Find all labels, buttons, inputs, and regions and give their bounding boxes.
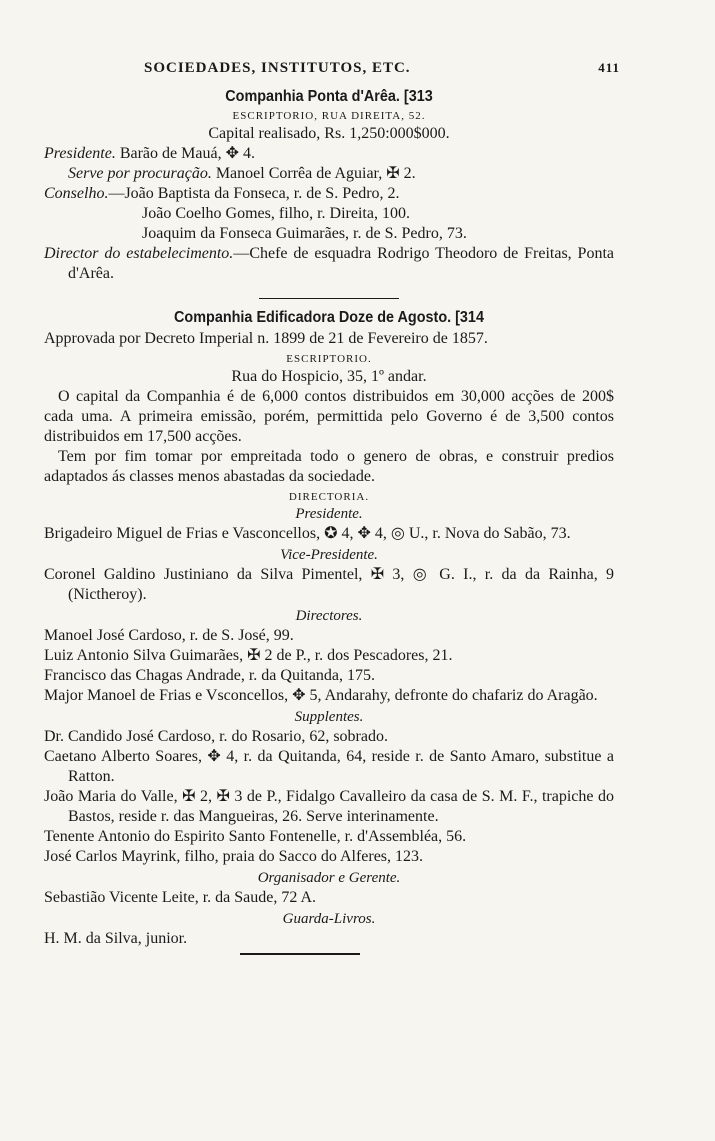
- entry-314-vice-label: Vice-Presidente.: [280, 547, 378, 563]
- entry-314-office-address: Rua do Hospicio, 35, 1º andar.: [231, 368, 427, 385]
- entry-314-director-item: Manoel José Cardoso, r. de S. José, 99.: [44, 627, 294, 644]
- entry-314-supplente-item: José Carlos Mayrink, filho, praia do Sacco do Alferes, 123.: [44, 848, 424, 865]
- entry-314-vice: Coronel Galdino Justiniano da Silva Pimentel, ✠ 3, ◎ G. I., r. da da Rainha, 9 (Nictheroy).: [44, 566, 614, 603]
- entry-313-proxy-label: Serve por procuração.: [68, 165, 212, 182]
- entry-313-director-text: —Chefe de esquadra Rodrigo Theodoro de Freitas, Ponta d'Arêa.: [68, 245, 614, 282]
- entry-313-capital: Capital realisado, Rs. 1,250:000$000.: [208, 125, 450, 142]
- entry-314-directory-label: DIRECTORIA.: [288, 491, 370, 503]
- entry-314-capital-paragraph: O capital da Companhia é de 6,000 contos distribuidos em 30,000 acções de 200$ cada uma. A primeira emissão, porém, permittida pelo Governo é de 3,500 contos distribuidos em 17,500 acções.: [44, 388, 614, 445]
- entry-313-director: [44, 244, 614, 284]
- entry-314-supplente-item: Caetano Alberto Soares, ✥ 4, r. da Quitanda, 64, reside r. de Santo Amaro, substitue a Ratton.: [44, 748, 614, 785]
- entry-313-council-member: Joaquim da Fonseca Guimarães, r. de S. Pedro, 73.: [142, 225, 467, 242]
- end-rule: [240, 953, 360, 955]
- entry-314-office-label: ESCRIPTORIO.: [286, 353, 372, 365]
- entry-314-title: Companhia Edificadora Doze de Agosto. [314: [174, 309, 484, 326]
- entry-314-organiser: Sebastião Vicente Leite, r. da Saude, 72 A.: [44, 889, 317, 906]
- entry-313-director-label: Director do estabelecimento.: [44, 245, 234, 262]
- entry-313-office: ESCRIPTORIO, RUA DIREITA, 52.: [232, 110, 426, 122]
- entry-314-supplente-item: Tenente Antonio do Espirito Santo Fontenelle, r. d'Assembléa, 56.: [44, 828, 467, 845]
- entry-314-director-item: Luiz Antonio Silva Guimarães, ✠ 2 de P., r. dos Pescadores, 21.: [44, 647, 453, 664]
- entry-314-decree: Approvada por Decreto Imperial n. 1899 de 21 de Fevereiro de 1857.: [44, 330, 488, 347]
- entry-314-supplente-item: Dr. Candido José Cardoso, r. do Rosario, 62, sobrado.: [44, 728, 388, 745]
- entry-314-supplente-item: João Maria do Valle, ✠ 2, ✠ 3 de P., Fidalgo Cavalleiro da casa de S. M. F., trapiche do Bastos, reside r. das Mangueiras, 26. Serve interinamente.: [44, 788, 614, 825]
- entry-314-bookkeeper-label: Guarda-Livros.: [282, 911, 376, 927]
- entry-313-president: [44, 144, 614, 164]
- entry-313-council: [44, 184, 614, 204]
- entry-314-bookkeeper: H. M. da Silva, junior.: [44, 930, 188, 947]
- entry-314-director-item: Francisco das Chagas Andrade, r. da Quitanda, 175.: [44, 667, 376, 684]
- section-divider: [259, 298, 399, 299]
- entry-314-supplentes-label: Supplentes.: [294, 709, 364, 725]
- entry-313-council-member: João Coelho Gomes, filho, r. Direita, 100.: [142, 205, 410, 222]
- entry-313-president-label: Presidente.: [44, 145, 116, 162]
- entry-313-proxy-text: Manoel Corrêa de Aguiar, ✠ 2.: [211, 165, 416, 182]
- entry-314-organiser-label: Organisador e Gerente.: [257, 870, 401, 886]
- entry-314-director-item: Major Manoel de Frias e Vsconcellos, ✥ 5, Andarahy, defronte do chafariz do Aragão.: [44, 687, 598, 704]
- entry-313-title: Companhia Ponta d'Arêa. [313: [225, 88, 433, 105]
- entry-314: [44, 309, 614, 949]
- entry-313-proxy: [44, 164, 614, 184]
- entry-313-council-label: Conselho.: [44, 185, 109, 202]
- running-head: [44, 60, 620, 84]
- entry-313-president-text: Barão de Mauá, ✥ 4.: [115, 145, 255, 162]
- page-number: 411: [598, 60, 620, 75]
- entry-314-aim-paragraph: Tem por fim tomar por empreitada todo o genero de obras, e construir predios adaptados ás classes menos abastadas da sociedade.: [44, 448, 614, 485]
- document-page: [44, 60, 620, 955]
- entry-314-directors-label: Directores.: [295, 608, 363, 624]
- entry-314-president-label: Presidente.: [295, 506, 363, 522]
- entry-313: [44, 88, 614, 284]
- entry-314-president: Brigadeiro Miguel de Frias e Vasconcellos, ✪ 4, ✥ 4, ◎ U., r. Nova do Sabão, 73.: [44, 525, 571, 542]
- entry-313-council-text: —João Baptista da Fonseca, r. de S. Pedro, 2.: [108, 185, 400, 202]
- running-head-title: SOCIEDADES, INSTITUTOS, ETC.: [144, 60, 411, 76]
